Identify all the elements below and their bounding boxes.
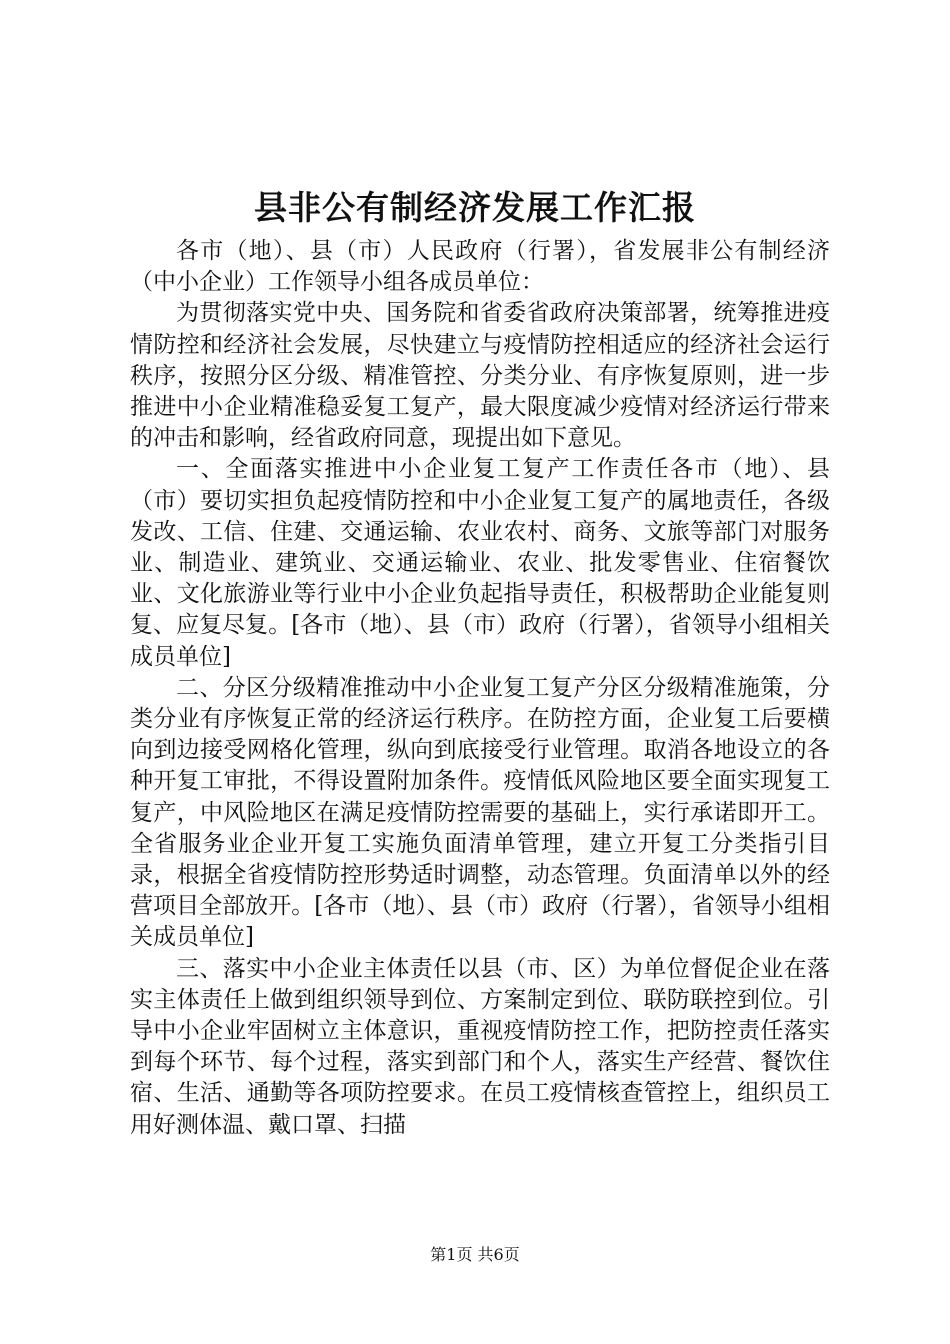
intro-paragraph: 为贯彻落实党中央、国务院和省委省政府决策部署，统筹推进疫情防控和经济社会发展，尽快建立与疫情防控相适应的经济社会运行秩序，按照分区分级、精准管控、分类分业、有序恢复原则，进一步推进中小企业精准稳妥复工复产，最大限度减少疫情对经济运行带来的冲击和影响，经省政府同意，现提出如下意见。 — [130, 300, 830, 452]
document-body — [130, 236, 830, 1141]
section-two-paragraph: 二、分区分级精准推动中小企业复工复产分区分级精准施策，分类分业有序恢复正常的经济运行秩序。在防控方面，企业复工后要横向到边接受网格化管理，纵向到底接受行业管理。取消各地设立的各种开复工审批，不得设置附加条件。疫情低风险地区要全面实现复工复产，中风险地区在满足疫情防控需要的基础上，实行承诺即开工。全省服务业企业开复工实施负面清单管理，建立开复工分类指引目录，根据全省疫情防控形势适时调整，动态管理。负面清单以外的经营项目全部放开。[各市（地）、县（市）政府（行署），省领导小组相关成员单位] — [130, 674, 830, 951]
section-one-paragraph: 一、全面落实推进中小企业复工复产工作责任各市（地）、县（市）要切实担负起疫情防控和中小企业复工复产的属地责任，各级发改、工信、住建、交通运输、农业农村、商务、文旅等部门对服务业、制造业、建筑业、交通运输业、农业、批发零售业、住宿餐饮业、文化旅游业等行业中小企业负起指导责任，积极帮助企业能复则复、应复尽复。[各市（地）、县（市）政府（行署），省领导小组相关成员单位] — [130, 456, 830, 670]
section-three-paragraph: 三、落实中小企业主体责任以县（市、区）为单位督促企业在落实主体责任上做到组织领导到位、方案制定到位、联防联控到位。引导中小企业牢固树立主体意识，重视疫情防控工作，把防控责任落实到每个环节、每个过程，落实到部门和个人，落实生产经营、餐饮住宿、生活、通勤等各项防控要求。在员工疫情核查管控上，组织员工用好测体温、戴口罩、扫描 — [130, 955, 830, 1138]
page-number-footer: 第1页 共6页 — [430, 1245, 520, 1264]
document-title: 县非公有制经济发展工作汇报 — [254, 188, 696, 227]
salutation-paragraph: 各市（地）、县（市）人民政府（行署），省发展非公有制经济（中小企业）工作领导小组各成员单位： — [130, 238, 830, 296]
